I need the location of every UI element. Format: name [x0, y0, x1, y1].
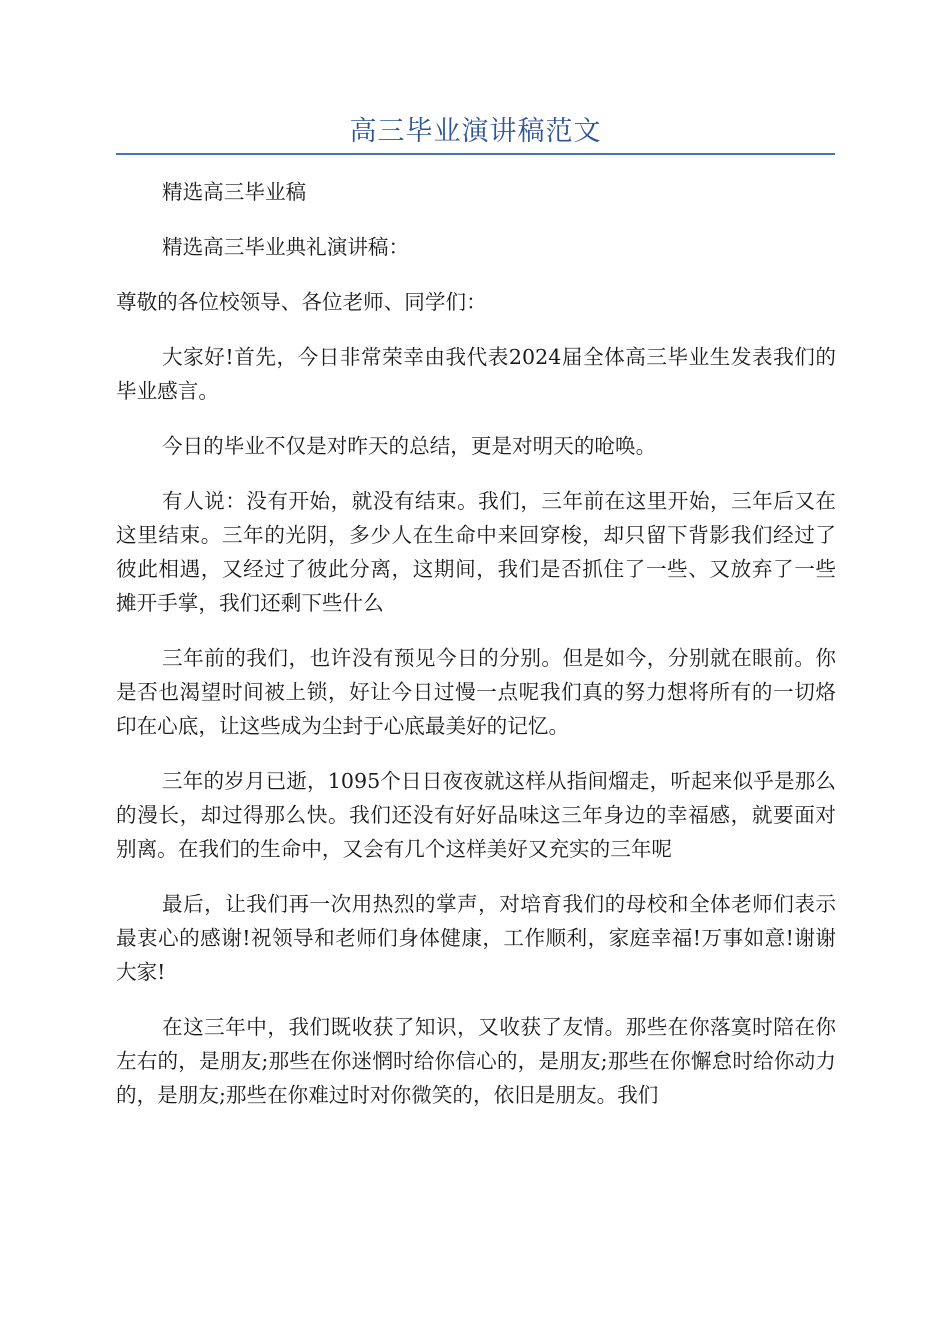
- paragraph: 精选高三毕业稿: [162, 180, 307, 204]
- paragraph: 精选高三毕业典礼演讲稿：: [162, 235, 410, 259]
- paragraph: 有人说：没有开始，就没有结束。我们，三年前在这里开始，三年后又在这里结束。三年的光阴，多少人在生命中来回穿梭，却只留下背影我们经过了彼此相遇，又经过了彼此分离，这期间，我们是否抓住了一些、又放弃了一些摊开手掌，我们还剩下些什么: [116, 489, 836, 615]
- paragraph: 三年前的我们，也许没有预见今日的分别。但是如今，分别就在眼前。你是否也渴望时间被上锁，好让今日过慢一点呢我们真的努力想将所有的一切烙印在心底，让这些成为尘封于心底最美好的记忆。: [116, 646, 836, 738]
- title-underline: [116, 153, 835, 155]
- paragraph: 最后，让我们再一次用热烈的掌声，对培育我们的母校和全体老师们表示最衷心的感谢!祝领导和老师们身体健康，工作顺利，家庭幸福!万事如意!谢谢大家!: [116, 892, 836, 984]
- paragraph: 在这三年中，我们既收获了知识，又收获了友情。那些在你落寞时陪在你左右的，是朋友;那些在你迷惘时给你信心的，是朋友;那些在你懈怠时给你动力的，是朋友;那些在你难过时对你微笑的，依旧是朋友。我们: [116, 1015, 836, 1107]
- paragraph: 三年的岁月已逝，1095个日日夜夜就这样从指间熘走，听起来似乎是那么的漫长，却过得那么快。我们还没有好好品味这三年身边的幸福感，就要面对别离。在我们的生命中，又会有几个这样美好又充实的三年呢: [116, 769, 836, 861]
- paragraph: 今日的毕业不仅是对昨天的总结，更是对明天的呛唤。: [162, 434, 657, 458]
- document-title: 高三毕业演讲稿范文: [349, 116, 602, 147]
- salutation: 尊敬的各位校领导、各位老师、同学们：: [116, 290, 487, 314]
- paragraph: 大家好!首先，今日非常荣幸由我代表2024届全体高三毕业生发表我们的毕业感言。: [116, 345, 836, 403]
- document-body: [116, 175, 836, 1133]
